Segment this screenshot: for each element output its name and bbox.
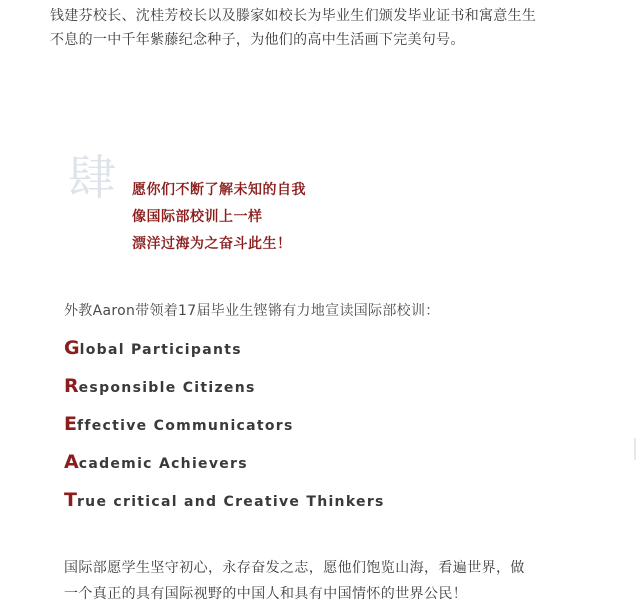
section-number-glyph: 肆 (68, 150, 117, 206)
closing-paragraph (64, 555, 584, 607)
quote-block (132, 177, 306, 258)
motto-rest: esponsible Citizens (78, 380, 256, 396)
quote-line-2: 像国际部校训上一样 (132, 209, 263, 225)
closing-line-1: 国际部愿学生坚守初心，永存奋发之志，愿他们饱览山海，看遍世界，做 (64, 560, 525, 576)
motto-initial: A (64, 451, 79, 473)
motto-item-true-critical-thinkers (64, 486, 385, 524)
quote-line-1: 愿你们不断了解未知的自我 (132, 182, 306, 198)
motto-item-academic-achievers (64, 448, 385, 486)
intro-line-1: 钱建芬校长、沈桂芳校长以及滕家如校长为毕业生们颁发毕业证书和寓意生生 (50, 8, 537, 24)
closing-line-2: 一个真正的具有国际视野的中国人和具有中国情怀的世界公民！ (64, 586, 468, 602)
motto-list (64, 334, 385, 524)
motto-rest: cademic Achievers (78, 456, 248, 472)
motto-item-global-participants (64, 334, 385, 372)
motto-initial: E (64, 413, 77, 435)
motto-intro-text: 外教Aaron带领着17届毕业生铿锵有力地宣读国际部校训： (64, 303, 440, 319)
quote-line-3: 漂洋过海为之奋斗此生！ (132, 236, 292, 252)
motto-rest: lobal Participants (79, 342, 242, 358)
motto-rest: ffective Communicators (76, 418, 294, 434)
motto-initial: T (64, 489, 77, 511)
intro-paragraph (50, 4, 610, 52)
motto-item-effective-communicators (64, 410, 385, 448)
intro-line-2: 不息的一中千年紫藤纪念种子，为他们的高中生活画下完美句号。 (50, 32, 465, 48)
motto-rest: rue critical and Creative Thinkers (76, 494, 385, 510)
motto-item-responsible-citizens (64, 372, 385, 410)
motto-initial: G (64, 337, 80, 359)
motto-initial: R (64, 375, 79, 397)
